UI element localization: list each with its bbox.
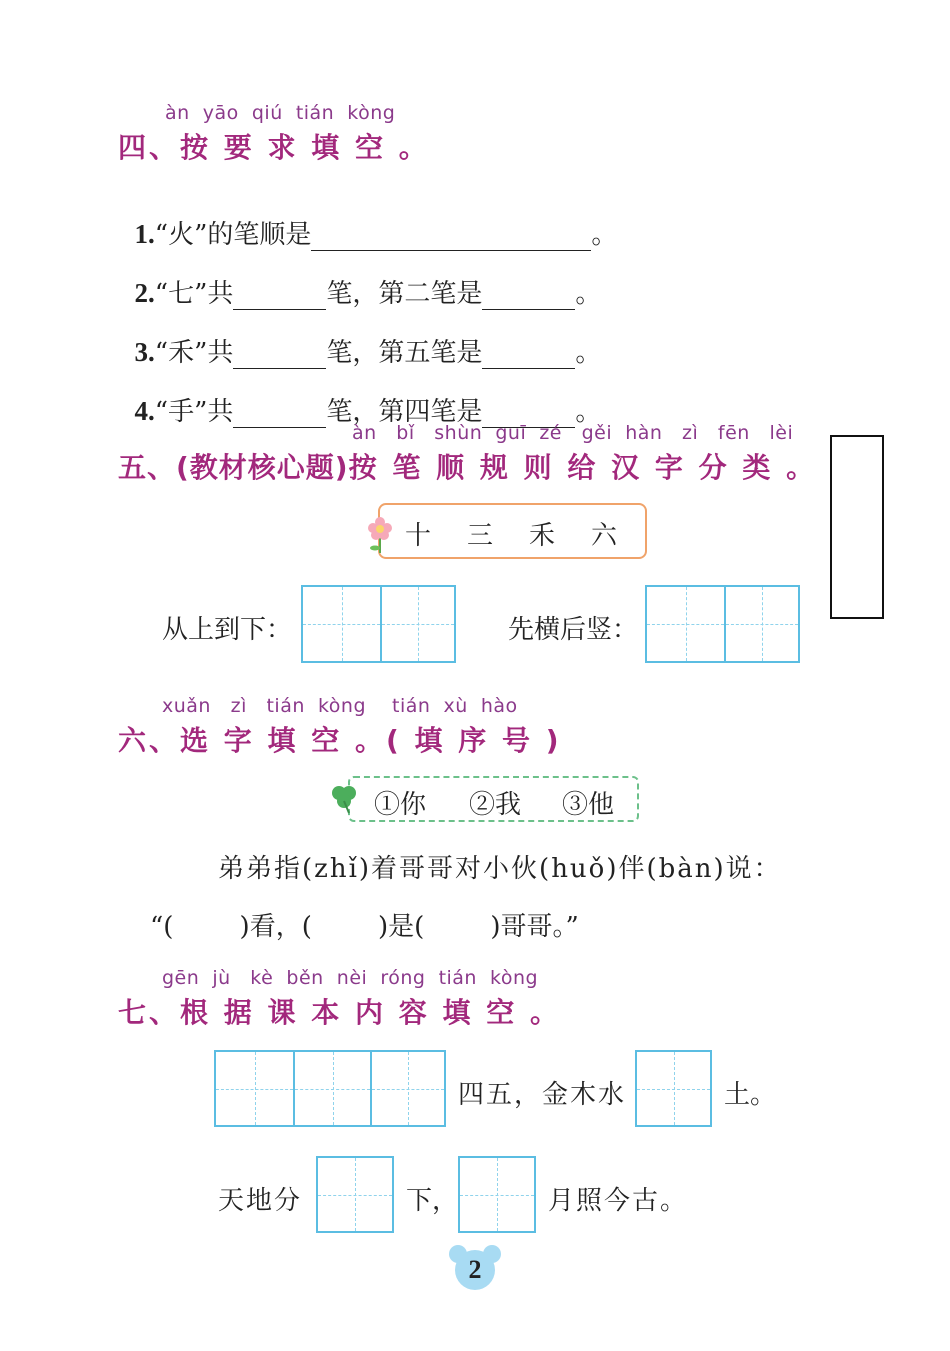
q5-title — [118, 446, 817, 486]
item-text: 笔，第四笔是 — [326, 397, 483, 427]
answer-grid[interactable] — [301, 585, 456, 663]
item-end: 。 — [575, 397, 602, 427]
item-number: 2. — [134, 278, 155, 308]
q5-title-prefix: 五、(教材核心题) — [118, 451, 349, 484]
q7-title: 七、根 据 课 本 内 容 填 空 。 — [118, 996, 561, 1029]
item-text: “火”的笔顺是 — [154, 220, 312, 250]
item-number: 1. — [134, 219, 155, 249]
answer-grid[interactable] — [645, 585, 800, 663]
item-end: 。 — [575, 279, 602, 309]
answer-grid[interactable] — [458, 1156, 536, 1233]
q5-title-main: 按 笔 顺 规 则 给 汉 字 分 类 。 — [348, 451, 818, 484]
q6-sentence: 弟弟指(zhǐ)着哥哥对小伙(huǒ)伴(bàn)说： — [218, 854, 782, 884]
q6-pinyin: xuǎn zì tián kòng — [162, 695, 367, 717]
stroke-count-blank[interactable] — [233, 401, 326, 428]
item-text: “七”共 — [154, 279, 234, 309]
side-box — [830, 435, 884, 619]
q4-item-3 — [118, 302, 601, 369]
category-label-top-down: 从上到下： — [162, 615, 293, 645]
q6-quote[interactable]: “( )看，( )是( )哥哥。” — [150, 912, 579, 942]
q7-line1-text: 四五，金木水 — [458, 1080, 627, 1110]
q7-line2-end: 月照今古。 — [548, 1186, 689, 1216]
q4-item-2 — [118, 243, 601, 310]
answer-grid[interactable] — [214, 1050, 446, 1127]
q5-pinyin: àn bǐ shùn guī zé gěi hàn zì fēn lèi — [352, 422, 794, 444]
option-me: ②我 — [469, 790, 522, 820]
item-end: 。 — [575, 338, 602, 368]
q4-item-1 — [118, 184, 617, 251]
bank-char: 三 — [467, 521, 494, 551]
item-number: 3. — [134, 337, 155, 367]
answer-grid[interactable] — [316, 1156, 394, 1233]
q6-title: 六、选 字 填 空 。( 填 序 号 ) — [118, 724, 562, 757]
q6-pinyin-2: tián xù hào — [392, 695, 518, 717]
item-end: 。 — [591, 220, 618, 250]
page-number: 2 — [468, 1255, 482, 1284]
q4-title: 四、按 要 求 填 空 。 — [118, 131, 430, 164]
q7-pinyin: gēn jù kè běn nèi róng tián kòng — [162, 967, 539, 989]
item-text: 笔，第五笔是 — [326, 338, 483, 368]
q7-line2-start: 天地分 — [218, 1186, 303, 1216]
q7-line1-end: 土。 — [724, 1080, 777, 1110]
q4-pinyin: àn yāo qiú tián kòng — [165, 102, 396, 124]
bank-char: 十 — [405, 521, 432, 551]
q7-line2-mid: 下， — [406, 1186, 459, 1216]
option-you: ①你 — [374, 790, 427, 820]
flower-icon — [366, 515, 394, 555]
bank-char: 禾 — [529, 521, 556, 551]
item-text: 笔，第二笔是 — [326, 279, 483, 309]
clover-icon — [327, 781, 361, 815]
item-number: 4. — [134, 396, 155, 426]
option-he: ③他 — [562, 790, 615, 820]
answer-grid[interactable] — [635, 1050, 712, 1127]
q4-item-4 — [118, 361, 601, 428]
bank-char: 六 — [591, 521, 618, 551]
category-label-horizontal-first: 先横后竖： — [508, 615, 639, 645]
item-text: “手”共 — [154, 397, 234, 427]
item-text: “禾”共 — [154, 338, 234, 368]
